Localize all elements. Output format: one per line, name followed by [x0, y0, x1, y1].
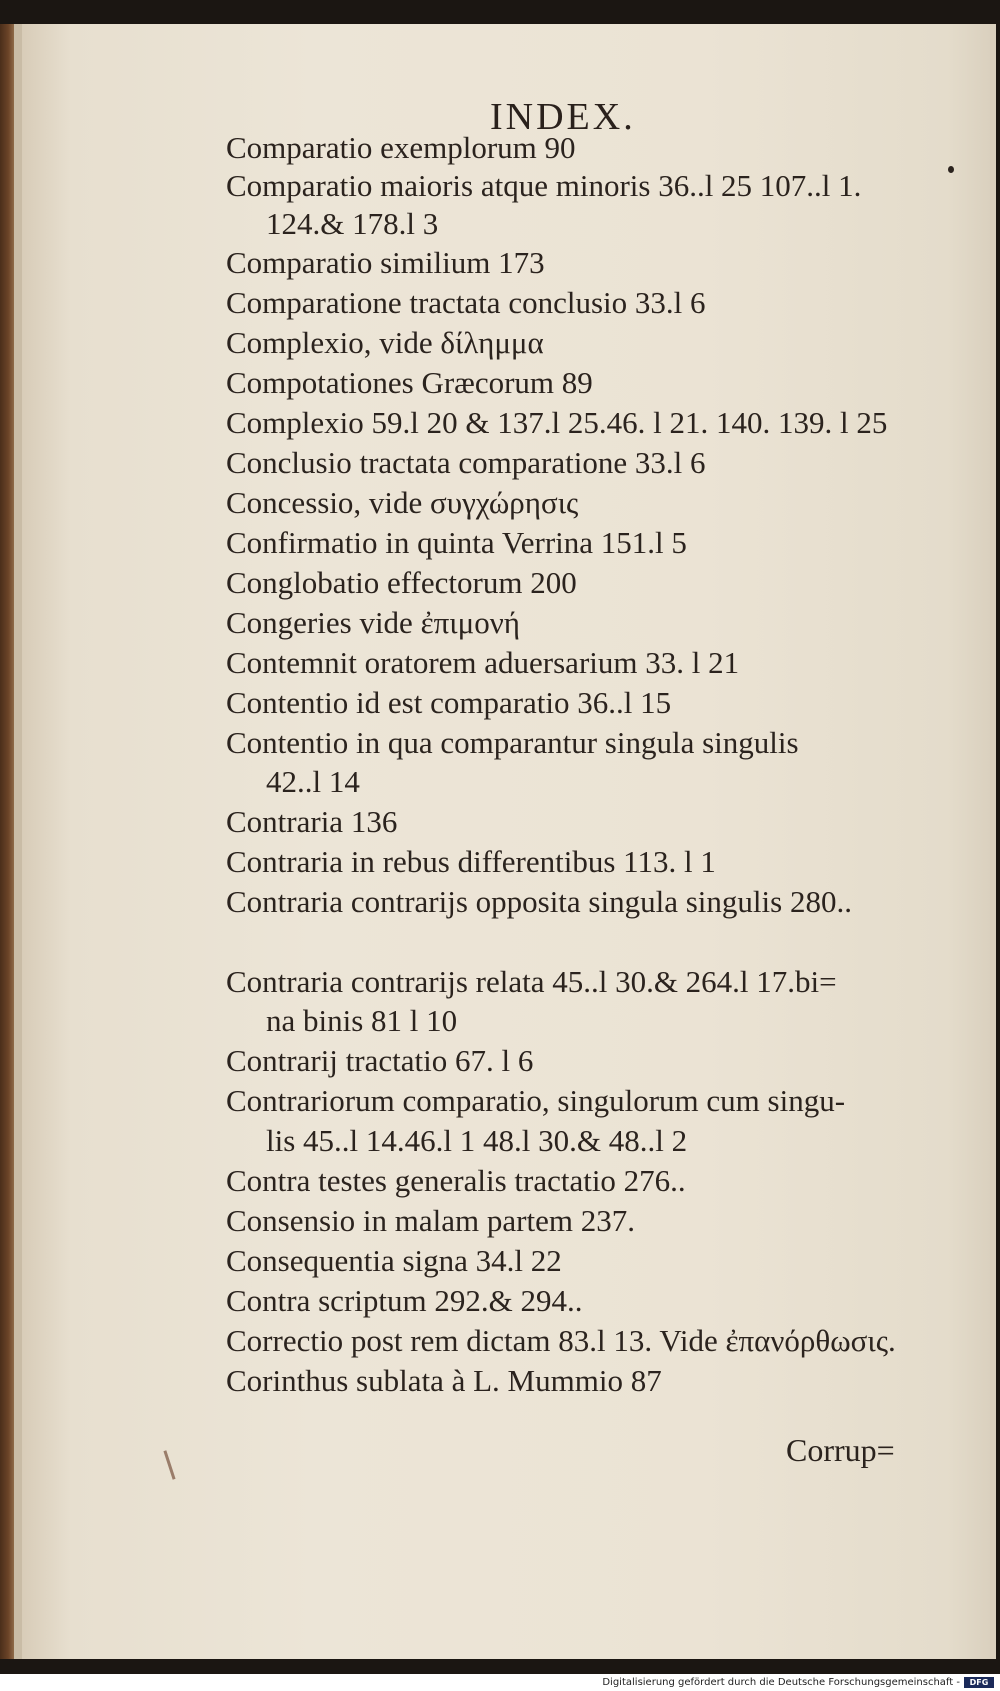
index-entry: Contrarij tractatio 67. l 6 — [226, 1043, 534, 1078]
digitization-credit: Digitalisierung gefördert durch die Deutsche Forschungsgemeinschaft - — [602, 1677, 960, 1688]
index-entry: Confirmatio in quinta Verrina 151.l 5 — [226, 525, 687, 560]
index-entry-continuation: 124.& 178.l 3 — [266, 206, 439, 241]
index-entry-continuation: na binis 81 l 10 — [266, 1003, 458, 1038]
index-entry: Complexio, vide δίλημμα — [226, 325, 544, 360]
index-entry: Contra testes generalis tractatio 276.. — [226, 1163, 686, 1198]
index-entry: Corinthus sublata à L. Mummio 87 — [226, 1363, 662, 1398]
index-entry: Complexio 59.l 20 & 137.l 25.46. l 21. 140. 139. l 25 — [226, 405, 888, 440]
index-entry: Comparatione tractata conclusio 33.l 6 — [226, 285, 706, 320]
index-entry: Contraria in rebus differentibus 113. l 1 — [226, 844, 716, 879]
running-head: INDEX. — [490, 96, 636, 138]
index-entry: Contraria contrarijs relata 45..l 30.& 264.l 17.bi= — [226, 964, 837, 999]
index-entry: Consensio in malam partem 237. — [226, 1203, 635, 1238]
index-entry: Comparatio similium 173 — [226, 245, 545, 280]
index-entry: Comparatio maioris atque minoris 36..l 25 107..l 1. — [226, 168, 862, 203]
index-entry: Conclusio tractata comparatione 33.l 6 — [226, 445, 706, 480]
index-entry-continuation: 42..l 14 — [266, 764, 360, 799]
binding-edge — [0, 24, 14, 1659]
index-entry: Concessio, vide συγχώρησις — [226, 485, 579, 520]
index-entry: Comparatio exemplorum 90 — [226, 130, 576, 165]
index-entry: Compotationes Græcorum 89 — [226, 365, 593, 400]
index-entry: Contra scriptum 292.& 294.. — [226, 1283, 583, 1318]
index-entry: Contentio in qua comparantur singula singulis — [226, 725, 799, 760]
index-entry-continuation: lis 45..l 14.46.l 1 48.l 30.& 48..l 2 — [266, 1123, 688, 1158]
index-entry: Congeries vide ἐπιμονή — [226, 605, 520, 640]
dfg-logo: DFG — [964, 1677, 994, 1688]
index-entry: Conglobatio effectorum 200 — [226, 565, 577, 600]
index-entry: Contemnit oratorem aduersarium 33. l 21 — [226, 645, 740, 680]
ink-mark — [948, 166, 954, 173]
index-entry: Contentio id est comparatio 36..l 15 — [226, 685, 672, 720]
index-entry: Contraria 136 — [226, 804, 398, 839]
index-entry: Contraria contrarijs opposita singula singulis 280.. — [226, 884, 852, 919]
index-entry: Consequentia signa 34.l 22 — [226, 1243, 562, 1278]
index-entry: Contrariorum comparatio, singulorum cum singu- — [226, 1083, 846, 1118]
catchword: Corrup= — [786, 1432, 895, 1468]
index-entry: Correctio post rem dictam 83.l 13. Vide ἐπανόρθωσις. — [226, 1323, 896, 1358]
